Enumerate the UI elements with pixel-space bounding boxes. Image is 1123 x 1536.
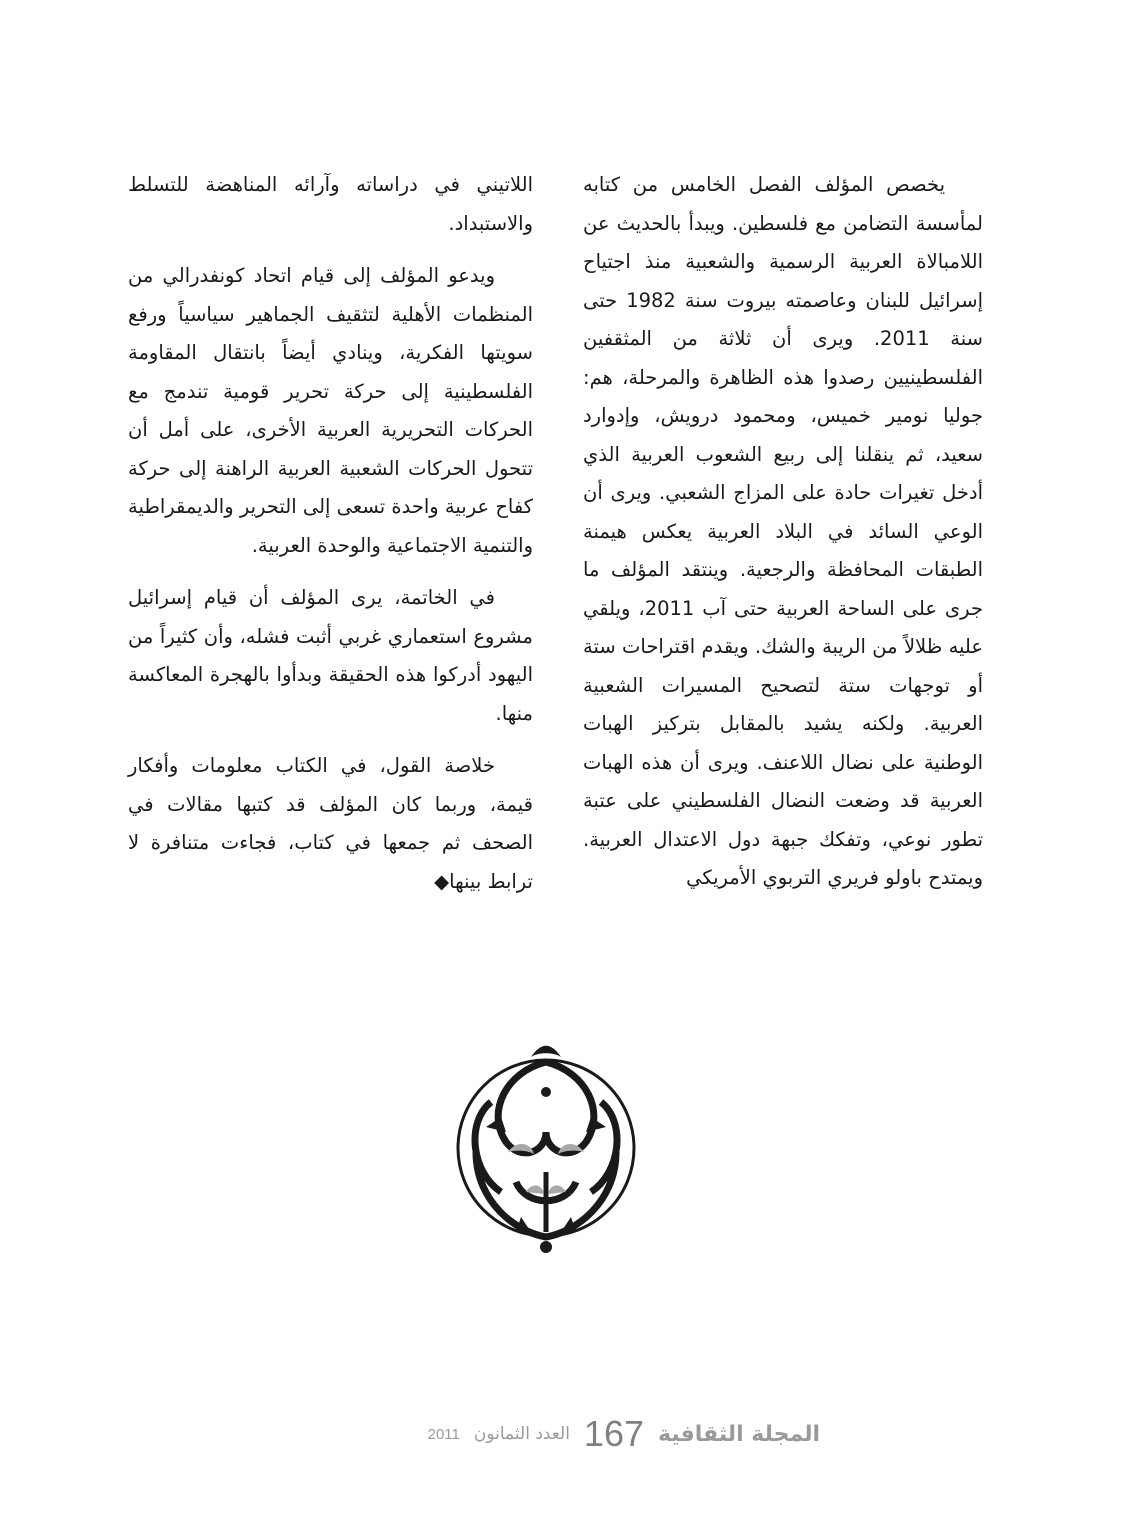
page-number: 167	[583, 1413, 644, 1454]
page-footer	[320, 1412, 820, 1456]
issue-year: 2011	[427, 1425, 460, 1443]
paragraph: اللاتيني في دراساته وآرائه المناهضة للتسلط والاستبداد.	[128, 173, 533, 235]
magazine-title: المجلة الثقافية	[658, 1421, 820, 1447]
paragraph: خلاصة القول، في الكتاب معلومات وأفكار قيمة، وربما كان المؤلف قد كتبها مقالات في الصحف ثم جمعها في كتاب، فجاءت متنافرة لا ترابط بينها◆	[128, 754, 533, 893]
arabesque-ornament-icon	[446, 1032, 646, 1264]
article-column-right	[583, 166, 983, 912]
article-column-left	[128, 166, 533, 915]
paragraph: في الخاتمة، يرى المؤلف أن قيام إسرائيل مشروع استعماري غربي أثبت فشله، وأن كثيراً من اليهود أدركوا هذه الحقيقة وبدأوا بالهجرة المعاكسة منها.	[128, 586, 533, 725]
issue-label: العدد الثمانون	[473, 1424, 570, 1444]
paragraph: ويدعو المؤلف إلى قيام اتحاد كونفدرالي من المنظمات الأهلية لتثقيف الجماهير سياسياً ورفع سويتها الفكرية، وينادي أيضاً بانتقال المقاومة الفلسطينية إلى حركة تحرير قومية تندمج مع الحركات التحريرية العربية الأخرى، على أمل أن تتحول الحركات الشعبية العربية الراهنة إلى حركة كفاح عربية واحدة تسعى إلى التحرير والديمقراطية والتنمية الاجتماعية والوحدة العربية.	[128, 264, 533, 557]
paragraph: يخصص المؤلف الفصل الخامس من كتابه لمأسسة التضامن مع فلسطين. ويبدأ بالحديث عن اللامبالاة العربية الرسمية والشعبية منذ اجتياح إسرائيل للبنان وعاصمته بيروت سنة 1982 حتى سنة 2011. ويرى أن ثلاثة من المثقفين الفلسطينيين رصدوا هذه الظاهرة والمرحلة، هم: جوليا نومير خميس، ومحمود درويش، وإدوارد سعيد، ثم ينقلنا إلى ربيع الشعوب العربية الذي أدخل تغيرات حادة على المزاج الشعبي. ويرى أن الوعي السائد في البلاد العربية يعكس هيمنة الطبقات المحافظة والرجعية. وينتقد المؤلف ما جرى على الساحة العربية حتى آب 2011، ويلقي عليه ظلالاً من الريبة والشك. ويقدم اقتراحات ستة أو توجهات ستة لتصحيح المسيرات الشعبية العربية. ولكنه يشيد بالمقابل بتركيز الهبات الوطنية على نضال اللاعنف. ويرى أن هذه الهبات العربية قد وضعت النضال الفلسطيني على عتبة تطور نوعي، وتفكك جبهة دول الاعتدال العربية. ويمتدح باولو فريري التربوي الأمريكي	[583, 173, 983, 889]
